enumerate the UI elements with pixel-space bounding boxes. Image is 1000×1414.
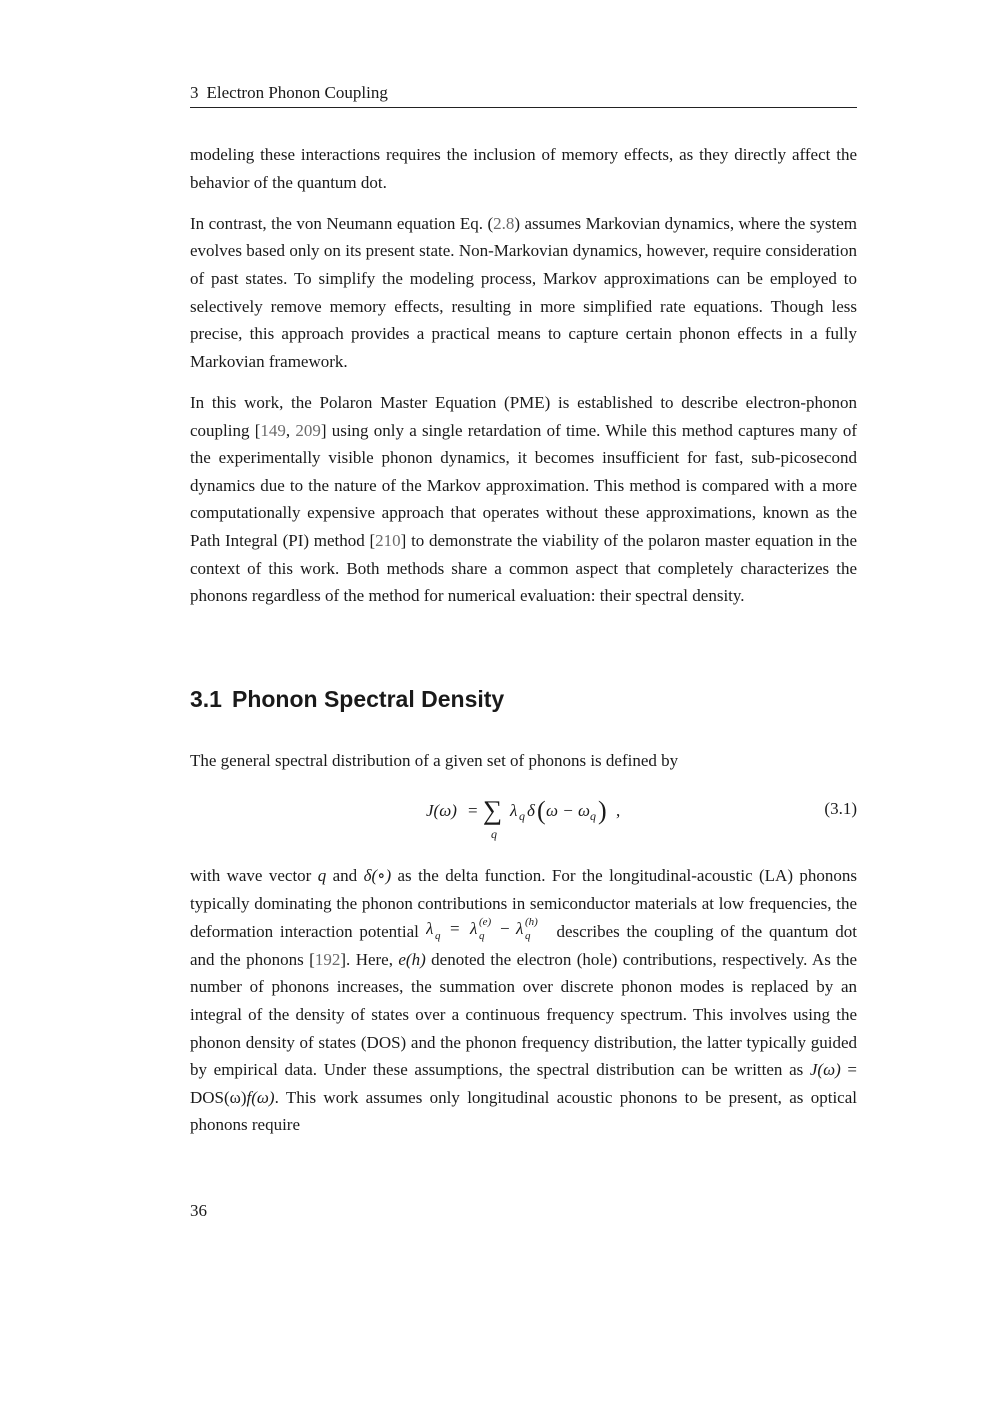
- citation-link[interactable]: 192: [314, 949, 341, 969]
- eq-equals: =: [468, 801, 478, 820]
- lambda-symbol: λ: [515, 919, 524, 939]
- paragraph-text: as the delta function. For the longitudinal-acoustic (LA) phonons typically dominating the phonon contributions in semiconductor materials at low frequencies, the deformation interaction potential: [190, 866, 857, 942]
- citation-link[interactable]: 210: [375, 530, 401, 550]
- display-equation: [190, 788, 857, 850]
- lambda-symbol: λ: [510, 801, 518, 820]
- paragraph-text: and: [326, 866, 364, 885]
- chapter-title: Electron Phonon Coupling: [206, 83, 388, 102]
- section-heading: [190, 684, 504, 714]
- paragraph-text: ] to demonstrate the viability of the polaron master equation in the context of this work. Both methods share a common aspect that completely characterizes the phonons regardless of the method for numerical evaluation: their spectral density.: [190, 530, 857, 606]
- section-body-text: [190, 862, 857, 1139]
- paragraph: [190, 210, 857, 376]
- chapter-number: 3: [190, 83, 199, 102]
- lambda-subscript: q: [519, 809, 525, 823]
- section-number: 3.1: [190, 686, 222, 712]
- paragraph: [190, 862, 857, 1139]
- lambda-subscript: q: [478, 930, 485, 943]
- citation-link[interactable]: 209: [295, 420, 321, 440]
- paragraph-text: In contrast, the von Neumann equation Eq. (: [190, 213, 494, 233]
- left-paren: (: [537, 796, 546, 825]
- lambda-subscript: q: [434, 930, 441, 943]
- body-text: [190, 141, 857, 623]
- math-delta-function: δ(∘): [363, 866, 392, 885]
- lambda-superscript: (e): [478, 917, 491, 929]
- summation-symbol: ∑: [483, 795, 503, 825]
- right-paren: ): [598, 796, 607, 825]
- page-number: 36: [190, 1201, 207, 1220]
- paragraph-text: modeling these interactions requires the inclusion of memory effects, as they directly affect the behavior of the quantum dot.: [190, 145, 857, 192]
- citation-separator: ,: [285, 420, 296, 440]
- lambda-superscript: (h): [524, 917, 538, 929]
- paragraph: [190, 389, 857, 610]
- math-wave-vector: q: [317, 866, 327, 885]
- lambda-symbol: λ: [469, 919, 478, 939]
- equation-reference-link[interactable]: 2.8: [493, 213, 515, 233]
- equation-number: (3.1): [824, 799, 857, 818]
- omega-difference: ω − ω: [546, 801, 590, 820]
- eq-lhs: J(ω): [426, 801, 457, 820]
- paragraph-text: denoted the electron (hole) contributions, respectively. As the number of phonons increases, the summation over discrete phonon modes is replaced by an integral of the density of states over a continuous frequency spectrum. This involves using the phonon density of states (DOS) and the phonon frequency distribution, the latter typically guided by empirical data. Under these assumptions, the spectral distribution can be written as: [190, 949, 857, 1080]
- citation-link[interactable]: 149: [260, 420, 286, 440]
- lambda-subscript: q: [524, 930, 531, 943]
- eq-equals: =: [449, 919, 460, 939]
- paragraph-text: ] using only a single retardation of time. While this method captures many of the experimentally visible phonon dynamics, it becomes insufficient for fast, sub-picosecond dynamics due to the nature of the Markov approximation. This method is compared with a more computationally expensive approach that operates without these approximations, known as the Path Integral (PI) method [: [190, 420, 858, 550]
- paragraph-text: with wave vector: [190, 866, 318, 885]
- paragraph-text: . This work assumes only longitudinal acoustic phonons to be present, as optical phonons require: [190, 1087, 857, 1135]
- omega-subscript: q: [590, 809, 596, 823]
- math-electron-hole: e(h): [398, 949, 426, 969]
- minus-sign: −: [499, 919, 510, 939]
- paragraph-text: ]. Here,: [340, 949, 399, 969]
- section-title: Phonon Spectral Density: [231, 686, 505, 712]
- delta-symbol: δ: [527, 801, 535, 820]
- lambda-symbol: λ: [425, 919, 434, 939]
- math-dos: = DOS(ω): [190, 1060, 858, 1107]
- running-header: [190, 82, 857, 108]
- paragraph-text: In this work, the Polaron Master Equation (PME) is established to describe electron-phonon coupling [: [190, 392, 857, 440]
- math-frequency-distribution: f(ω): [246, 1087, 275, 1107]
- paragraph-text: describes the coupling of the quantum dot and the phonons [: [190, 922, 857, 969]
- math-deformation-potential: [426, 917, 550, 943]
- paragraph-text: ) assumes Markovian dynamics, where the system evolves based only on its present state. Non-Markovian dynamics, however, require consideration of past states. To simplify the modeling process, Markov approximations can be employed to selectively remove memory effects, resulting in more simplified rate equations. Though less precise, this approach provides a practical means to capture certain phonon effects in a fully Markovian framework.: [190, 213, 857, 371]
- math-spectral-function: J(ω): [809, 1060, 841, 1080]
- section-intro: The general spectral distribution of a given set of phonons is defined by: [190, 751, 679, 770]
- paragraph: [190, 141, 857, 196]
- eq-comma: ,: [616, 801, 621, 820]
- equation-formula: [426, 788, 626, 850]
- sum-index: q: [491, 827, 497, 841]
